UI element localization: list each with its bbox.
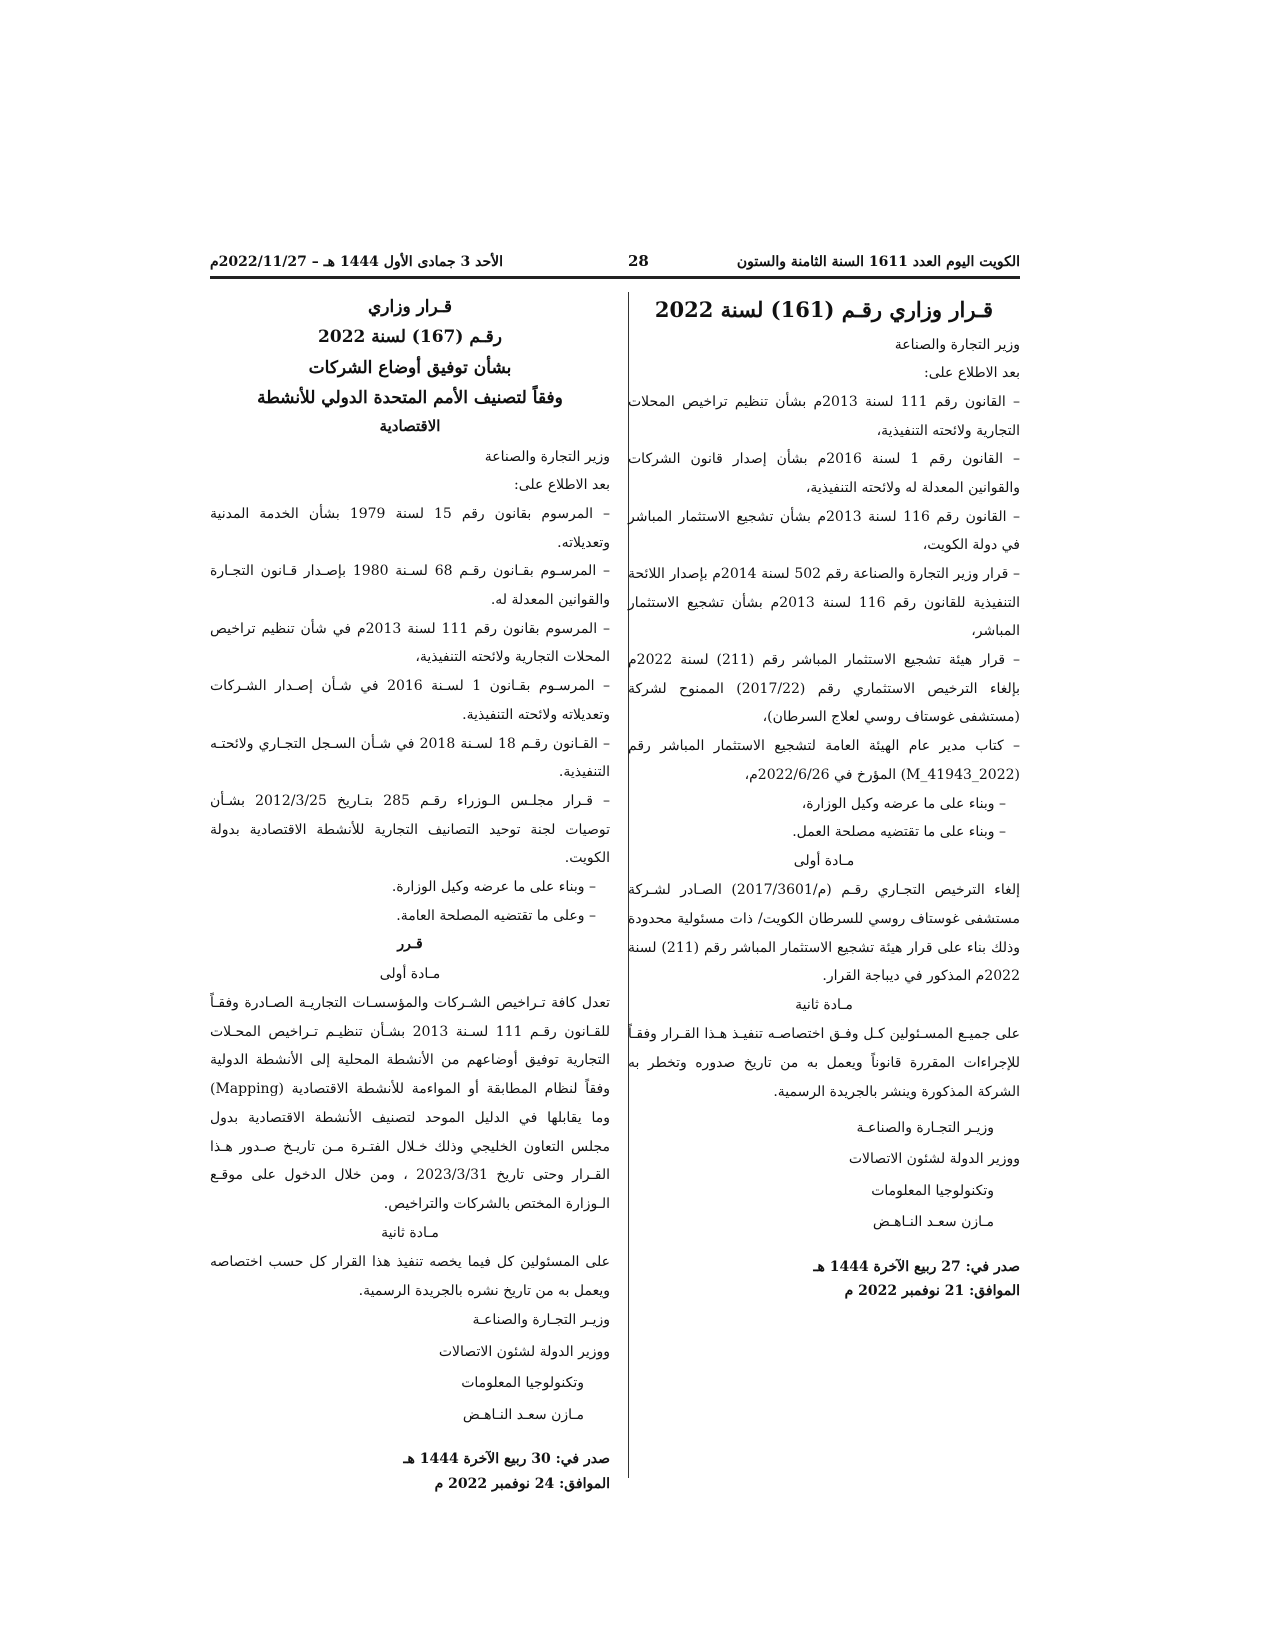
preamble-item: – القانون رقم 116 لسنة 2013م بشأن تشجيع الاستثمار المباشر في دولة الكويت،: [628, 508, 1020, 554]
decision-167-number: رقـم (167) لسنة 2022: [318, 327, 502, 348]
preamble-item: – المرسـوم بقـانون رقـم 68 لسـنة 1980 بإصـدار قـانون التجـارة والقوانين المعدلة له.: [210, 563, 610, 609]
issued-date: صدر في: 27 ربيع الآخرة 1444 هـ: [813, 1258, 1020, 1275]
preamble: بعد الاطلاع على:: [924, 365, 1020, 382]
signature-line: ووزير الدولة لشئون الاتصالات: [438, 1343, 610, 1360]
signature-line: وزيـر التجـارة والصناعـة: [472, 1312, 610, 1329]
signature-name: مـازن سعـد النـاهـض: [872, 1214, 994, 1231]
signature-line: وتكنولوجيا المعلومات: [461, 1375, 584, 1392]
preamble-item: – قـرار مجلـس الـوزراء رقـم 285 بتـاريخ 2012/3/25 بشـأن توصيات لجنة توحيد التصانيف التجارية للأنشطة الاقتصادية بدولة الكويت.: [210, 792, 610, 867]
decision-167-subject: بشأن توفيق أوضاع الشركات: [308, 357, 512, 378]
issuer: وزير التجارة والصناعة: [484, 448, 610, 465]
preamble-item: – وبناء على ما عرضه وكيل الوزارة.: [391, 878, 596, 895]
preamble-item: – المرسوم بقانون رقم 111 لسنة 2013م في شأن تنظيم تراخيص المحلات التجارية ولائحته التنفيذية،: [210, 620, 610, 666]
preamble-item: – كتاب مدير عام الهيئة العامة لتشجيع الاستثمار المباشر رقم (M_41943_2022) المؤرخ في 2022/6/26م،: [628, 738, 1020, 783]
header-issue-info: الكويت اليوم العدد 1611 السنة الثامنة والستون: [736, 254, 1020, 270]
article-text: على المسئولين كل فيما يخصه تنفيذ هذا القرار كل حسب اختصاصه ويعمل به من تاريخ نشره بالجريدة الرسمية.: [210, 1253, 610, 1299]
page-header: [210, 252, 1020, 279]
article-heading: مـادة أولى: [379, 965, 441, 982]
article-text: على جميـع المسـئولين كـل وفـق اختصاصـه تنفيـذ هـذا القـرار وفقـاً للإجراءات المقررة قانوناً ويعمل به من تاريخ صدوره وتخطر به الشركة المذكورة وينشر بالجريدة الرسمية.: [628, 1026, 1020, 1100]
decision-heading: قـرر: [397, 936, 423, 953]
decision-167-subject: وفقاً لتصنيف الأمم المتحدة الدولي للأنشطة: [257, 388, 563, 409]
preamble-item: – وعلى ما تقتضيه المصلحة العامة.: [396, 907, 596, 924]
gazette-page: [210, 252, 1020, 1492]
article-heading: مـادة ثانية: [795, 997, 853, 1014]
decision-161-title: قـرار وزاري رقـم (161) لسنة 2022: [654, 297, 994, 322]
preamble-item: – القانون رقم 111 لسنة 2013م بشأن تنظيم تراخيص المحلات التجارية ولائحته التنفيذية،: [628, 393, 1020, 439]
decision-161-column: [628, 294, 1020, 1304]
preamble-item: – قرار وزير التجارة والصناعة رقم 502 لسنة 2014م بإصدار اللائحة التنفيذية للقانون رقم 116 لسنة 2013م بشأن تشجيع الاستثمار المباشر،: [628, 566, 1020, 640]
article-heading: مـادة أولى: [793, 852, 855, 869]
issued-date: صدر في: 30 ربيع الآخرة 1444 هـ: [403, 1451, 610, 1468]
preamble-item: – قرار هيئة تشجيع الاستثمار المباشر رقم (211) لسنة 2022م بإلغاء الترخيص الاستثماري رقم (2017/22) الممنوح لشركة (مستشفى غوستاف روسي لعلاج السرطان)،: [628, 652, 1020, 726]
signature-line: وتكنولوجيا المعلومات: [871, 1182, 994, 1199]
article-text: إلغاء الترخيص التجـاري رقـم (م/2017/3601) الصـادر لشـركة مستشفى غوستاف روسي للسرطان الكويت/ ذات مسئولية محدودة وذلك بناء على قرار هيئة تشجيع الاستثمار المباشر رقم (211) لسنة 2022م المذكور في ديباجة القرار.: [628, 882, 1020, 985]
signature-line: وزيـر التجـارة والصناعـة: [856, 1119, 994, 1136]
article-heading: مـادة ثانية: [381, 1224, 439, 1241]
signature-line: ووزير الدولة لشئون الاتصالات: [848, 1151, 1020, 1168]
issue-date-block: [628, 1255, 1020, 1304]
signature-name: مـازن سعـد النـاهـض: [462, 1406, 584, 1423]
preamble-item: – وبناء على ما تقتضيه مصلحة العمل.: [792, 824, 1006, 841]
article-text: تعدل كافة تـراخيص الشـركات والمؤسسـات التجاريـة الصـادرة وفقـاً للقـانون رقـم 111 لسـنة 2013 بشـأن تنظيـم تـراخيص المحـلات التجارية توفيق أوضاعهم من الأنشطة المحلية إلى الأنشطة الدولية وفقاً لنظام المطابقة أو المواءمة للأنشطة الاقتصادية (Mapping) وما يقابلها في الدليل الموحد لتصنيف الأنشطة الاقتصادية بدول مجلس التعاون الخليجي وذلك خـلال الفتـرة مـن تاريـخ صـدور هـذا القـرار وحتى تاريخ 2023/3/31 ، ومن خلال الدخول على موقـع الـوزارة المختص بالشركات والتراخيص.: [210, 995, 611, 1212]
corresponding-date: الموافق: 21 نوفمبر 2022 م: [844, 1283, 1020, 1300]
page-number: 28: [628, 252, 649, 270]
decision-167-title: قـرار وزاري: [368, 297, 452, 317]
issuer: وزير التجارة والصناعة: [894, 336, 1020, 353]
decision-167-subject: الاقتصادية: [379, 417, 441, 436]
preamble-item: – المرسـوم بقـانون 1 لسـنة 2016 في شـأن إصـدار الشـركات وتعديلاته ولائحته التنفيذية.: [210, 678, 610, 723]
preamble-item: – القـانون رقـم 18 لسـنة 2018 في شـأن السـجل التجـاري ولائحتـه التنفيذية.: [210, 735, 610, 781]
preamble: بعد الاطلاع على:: [514, 477, 610, 494]
corresponding-date: الموافق: 24 نوفمبر 2022 م: [434, 1475, 610, 1492]
issue-date-block: [210, 1447, 610, 1496]
preamble-item: – المرسوم بقانون رقم 15 لسنة 1979 بشأن الخدمة المدنية وتعديلاته.: [210, 506, 611, 551]
preamble-item: – وبناء على ما عرضه وكيل الوزارة،: [801, 795, 1006, 812]
header-date: الأحد 3 جمادى الأول 1444 هـ – 2022/11/27م: [210, 254, 504, 270]
decision-167-column: [210, 294, 610, 1496]
preamble-item: – القانون رقم 1 لسنة 2016م بشأن إصدار قانون الشركات والقوانين المعدلة له ولائحته التنفيذية،: [628, 451, 1020, 496]
